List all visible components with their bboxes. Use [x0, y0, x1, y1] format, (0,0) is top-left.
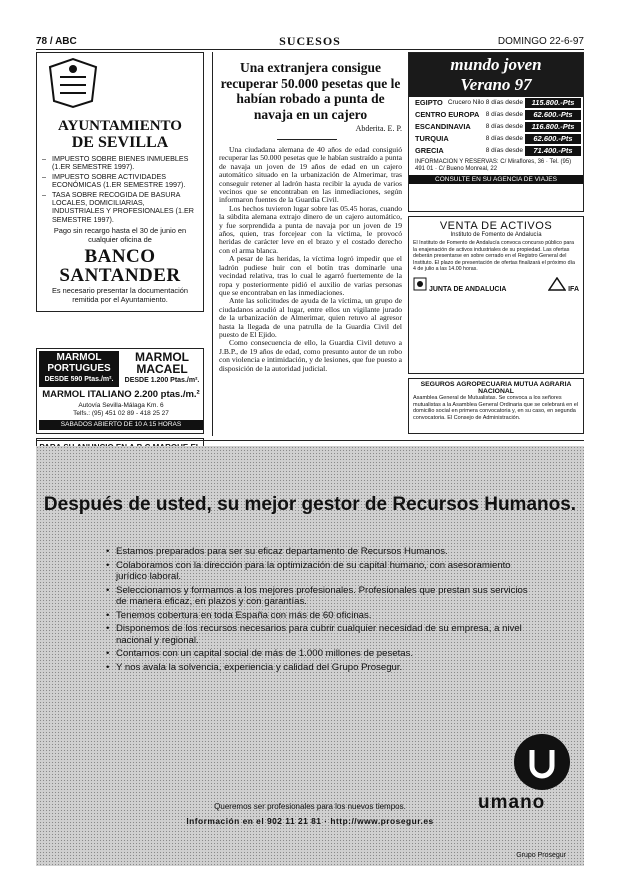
junta-emblem-icon — [413, 277, 427, 291]
umano-ad — [36, 446, 584, 866]
bank-name: BANCO SANTANDER — [59, 246, 181, 287]
venta-logos — [413, 277, 579, 293]
ifa-emblem-icon — [548, 277, 566, 291]
divider — [36, 440, 584, 441]
trip-name: TURQUIA — [415, 134, 449, 143]
trip-name: CENTRO EUROPA — [415, 110, 480, 119]
ad-bullet: • Seleccionamos y formamos a los mejores profesionales. Profesionales que prestan sus servicios de manera eficaz, en plazos y con garantías. — [106, 585, 536, 608]
trip-price: 62.600.-Pts — [525, 110, 581, 120]
ifa-logo-text: IFA — [568, 285, 579, 293]
venta-activos-ad — [408, 216, 584, 374]
seguros-text: Asamblea General de Mutualistas. Se convoca a los señores mutualistas a la Asamblea General Ordinaria que se celebrará en el domicilio social en primera convocatoria y, en su caso, en segunda convocatoria. El Consejo de Administración. — [413, 395, 579, 421]
divider — [277, 139, 337, 140]
umano-wordmark: umano — [478, 792, 546, 813]
trip-detail: 8 días desde — [485, 147, 523, 154]
trip-price: 62.600.-Pts — [525, 134, 581, 144]
article-headline: Una extranjera consigue recuperar 50.000 pesetas que le habían robado a punta de navaja en un cajero — [220, 60, 401, 122]
payment-note: Es necesario presentar la documentación remitida por el Ayuntamiento. — [52, 286, 188, 304]
article-byline: Abderita. E. P. — [355, 124, 402, 133]
marmol-italiano: MARMOL ITALIANO 2.200 ptas./m.² — [42, 389, 200, 400]
ad-headline: Después de usted, su mejor gestor de Recursos Humanos. — [43, 494, 577, 515]
mundo-joven-brand: mundo joven — [450, 55, 542, 74]
marmol-phones: Telfs.: (95) 451 02 89 - 418 25 27 — [73, 409, 169, 417]
marmol-portugues-price: DESDE 590 Ptas./m². — [44, 376, 114, 383]
junta-logo — [413, 277, 506, 293]
marmol-macael — [121, 351, 203, 387]
ayuntamiento-title: AYUNTAMIENTO — [58, 118, 182, 134]
umano-logo-icon — [514, 734, 570, 790]
trip-detail: 8 días desde — [485, 111, 523, 118]
ad-group: Grupo Prosegur — [516, 852, 566, 859]
trip-detail: Crucero Nilo 8 días desde — [447, 99, 523, 106]
trip-name: ESCANDINAVIA — [415, 122, 471, 131]
trip-row — [409, 109, 583, 121]
trip-price: 116.800.-Pts — [525, 122, 581, 132]
venta-title: VENTA DE ACTIVOS — [439, 220, 553, 232]
trip-name: EGIPTO — [415, 98, 443, 107]
tax-list — [42, 155, 198, 224]
mundo-joven-info: INFORMACION Y RESERVAS: C/ Miraflores, 36 · Tel. (95) 491 01 · C/ Bueno Monreal, 22 — [415, 159, 572, 172]
article-paragraph: Ante las solicitudes de ayuda de la víctima, un grupo de ciudadanos acudió al lugar, entre ellos un vigilante jurado de la urbanización de Almerimar, quien retuvo al agresor hasta la llegada de una patrulla de la Guardia Civil del puesto de El Ejido. — [219, 296, 402, 339]
trip-detail: 8 días desde — [485, 135, 523, 142]
tax-item: – IMPUESTO SOBRE ACTIVIDADES ECONÓMICAS (1.ER SEMESTRE 1997). — [42, 173, 198, 190]
article-paragraph: Una ciudadana alemana de 40 años de edad consiguió recuperar las 50.000 pesetas que le habían sustraído a punta de navaja un joven de 19 años de edad en un cajero automático situado en la urbanización de Almerimar, tras conseguir retener al ladrón hasta recibir la ayuda de varios vecinos que se encontraban en las inmediaciones, según informaron fuentes de la Guardia Civil. — [219, 145, 402, 205]
article-paragraph: Los hechos tuvieron lugar sobre las 05.45 horas, cuando la súbdita alemana extrajo dinero de un cajero automático, y fue sorprendida a punta de navaja por un joven de 19 años, quien, tras forcejear con la víctima, le provocó heridas de carácter leve en el brazo y el costado derecho con el arma blanca. — [219, 203, 402, 255]
tax-item: – TASA SOBRE RECOGIDA DE BASURA LOCALES, DOMICILIARIAS, INDUSTRIALES Y PROFESIONALES (1.ER SEMESTRE 1997). — [42, 191, 198, 225]
trip-row — [409, 97, 583, 109]
ifa-logo — [548, 277, 579, 293]
trip-name: GRECIA — [415, 146, 444, 155]
marmol-address — [39, 402, 203, 417]
trip-detail: 8 días desde — [485, 123, 523, 130]
marmol-address-line: Autovía Sevilla-Málaga Km. 6 — [78, 402, 164, 409]
mundo-joven-consult: CONSULTE EN SU AGENCIA DE VIAJES — [409, 175, 583, 184]
marmol-macael-title: MARMOL MACAEL — [135, 350, 189, 376]
payment-text: Pago sin recargo hasta el 30 de junio en cualquier oficina de — [53, 226, 187, 244]
junta-logo-text: JUNTA DE ANDALUCIA — [428, 285, 507, 293]
right-column — [408, 52, 584, 436]
mundo-joven-ad — [408, 52, 584, 212]
ad-bullet: • Contamos con un capital social de más de 1.000 millones de pesetas. — [106, 648, 536, 660]
marmol-ad — [36, 348, 204, 434]
article — [212, 52, 402, 436]
section-title: SUCESOS — [279, 34, 341, 48]
seguros-ad — [408, 378, 584, 434]
page-header — [36, 34, 584, 50]
marmol-portugues — [39, 351, 119, 387]
seguros-title: SEGUROS AGROPECUARIA MUTUA AGRARIA NACIONAL — [420, 381, 572, 395]
left-column — [36, 52, 204, 436]
marmol-saturday: SABADOS ABIERTO DE 10 A 15 HORAS — [39, 420, 203, 430]
marmol-macael-price: DESDE 1.200 Ptas./m². — [124, 377, 200, 384]
trip-row — [409, 133, 583, 145]
ad-bullet: • Y nos avala la solvencia, experiencia y calidad del Grupo Prosegur. — [106, 662, 536, 674]
trip-row — [409, 145, 583, 157]
ad-contact: Información en el 902 11 21 81 · http://www.prosegur.es — [186, 816, 434, 826]
ad-bullet: • Estamos preparados para ser su eficaz departamento de Recursos Humanos. — [106, 546, 536, 558]
mundo-joven-verano: Verano 97 — [460, 75, 532, 94]
article-paragraph: A pesar de las heridas, la víctima logró impedir que el ladrón pudiese huir con el botín tras dominarle una vecindad relativa, tras lo cual le agarró fuertemente de la ropa y posteriormente pidió el auxilio de varias personas que se encontraban en las inmediaciones. — [219, 254, 402, 297]
ad-tagline: Queremos ser profesionales para los nuevos tiempos. — [214, 802, 406, 811]
marmol-portugues-title: MARMOL PORTUGUES — [47, 352, 111, 374]
ayuntamiento-city: DE SEVILLA — [71, 134, 169, 151]
page-number: 78 / ABC — [36, 36, 77, 47]
tax-item: – IMPUESTO SOBRE BIENES INMUEBLES (1.ER SEMESTRE 1997). — [42, 155, 198, 172]
trip-row — [409, 121, 583, 133]
venta-text: El Instituto de Fomento de Andalucía convoca concurso público para la enajenación de activos industriales de su propiedad. Las ofertas deberán presentarse en sobre cerrado en el Registro General del Instituto. El plazo de presentación de ofertas finalizará el próximo día 4 de julio a las 14.00 horas. — [413, 240, 575, 273]
trip-price: 115.800.-Pts — [525, 98, 581, 108]
ayuntamiento-ad — [36, 52, 204, 312]
venta-subtitle: Instituto de Fomento de Andalucía — [450, 232, 542, 238]
article-paragraph: Como consecuencia de ello, la Guardia Civil detuvo a J.B.P., de 19 años de edad, como presunto autor de un robo con violencia e intimidación, y de lesiones, que fue puesto a disposición de la autoridad judicial. — [219, 338, 402, 373]
ad-bullet: • Disponemos de los recursos necesarios para cubrir cualquier necesidad de su empresa, a nivel nacional y regional. — [106, 623, 536, 646]
mundo-joven-banner — [409, 53, 583, 97]
trip-price: 71.400.-Pts — [525, 146, 581, 156]
ad-bullet: • Tenemos cobertura en toda España con más de 60 oficinas. — [106, 610, 536, 622]
ad-bullet: • Colaboramos con la dirección para la optimización de su capital humano, con asesoramiento jurídico laboral. — [106, 560, 536, 583]
ad-bullets — [106, 546, 536, 675]
page-date: DOMINGO 22-6-97 — [497, 36, 584, 47]
coat-of-arms-icon — [42, 57, 104, 109]
